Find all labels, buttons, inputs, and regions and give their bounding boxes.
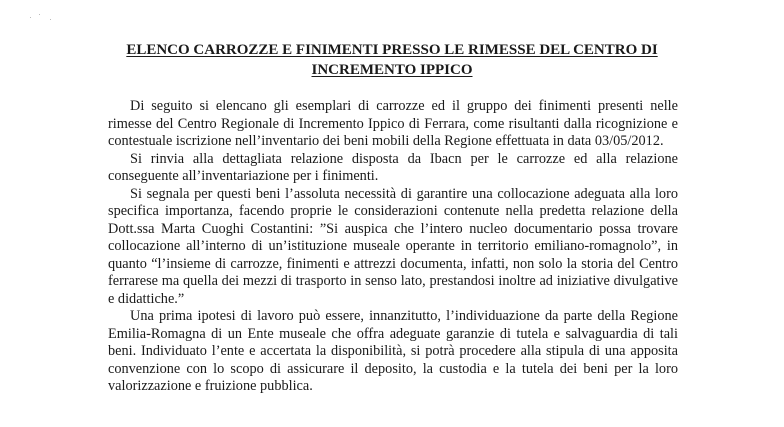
document-title-line-2: INCREMENTO IPPICO: [311, 62, 473, 78]
paragraph-ipotesi: Una prima ipotesi di lavoro può essere, innanzitutto, l’individuazione da parte della Regione Emilia-Romagna di un Ente museale che offra adeguate garanzie di tutela e salvaguardia di tali beni. Individuato l’ente e accertata la disponibilità, si potrà procedere alla stipula di una apposita convenzione con lo scopo di assicurare il deposito, la custodia e la tutela dei beni per la loro valorizzazione e fruizione pubblica.: [108, 308, 678, 394]
paragraph-segnalazione: Si segnala per questi beni l’assoluta necessità di garantire una collocazione adeguata alla loro specifica importanza, facendo proprie le considerazioni contenute nella predetta relazione della Dott.ssa Marta Cuoghi Costantini: ”Si auspica che l’intero nucleo documentario possa trovare collocazione all’interno di un’istituzione museale operante in territorio emiliano-romagnolo”, in quanto “l’insieme di carrozze, finimenti e attrezzi documenta, infatti, non solo la storia del Centro ferrarese ma quella dei mezzi di trasporto in senso lato, prestandosi inoltre ad iniziative divulgative e didattiche.”: [108, 185, 678, 307]
document-title-line-1: ELENCO CARROZZE E FINIMENTI PRESSO LE RIMESSE DEL CENTRO DI: [126, 42, 658, 58]
paragraph-intro: Di seguito si elencano gli esemplari di carrozze ed il gruppo dei finimenti presenti nelle rimesse del Centro Regionale di Incremento Ippico di Ferrara, come risultanti dalla ricognizione e contestuale iscrizione nell’inventario dei beni mobili della Regione effettuata in data 03/05/2012.: [108, 98, 678, 149]
document-body: [108, 98, 678, 396]
paragraph-rinvio: Si rinvia alla dettagliata relazione disposta da Ibacn per le carrozze ed alla relazione conseguente all’inventariazione per i finimenti.: [108, 150, 678, 184]
document-title: [100, 40, 684, 80]
scan-artifact: [30, 14, 60, 26]
